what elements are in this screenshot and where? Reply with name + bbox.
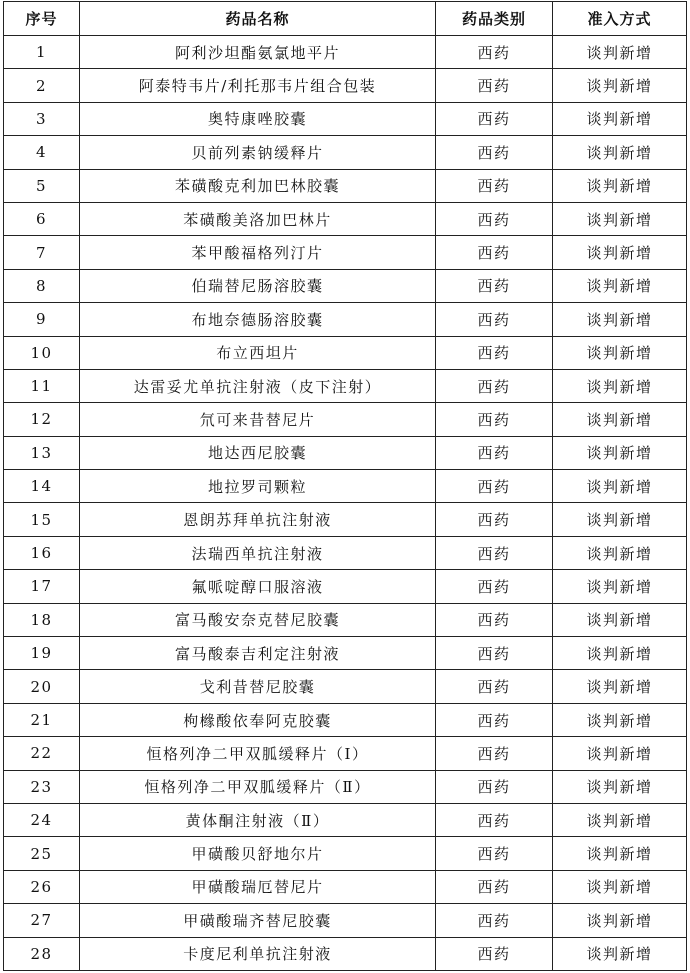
- table-row: [4, 336, 687, 369]
- row-index: 28: [4, 937, 80, 970]
- admission-mode-cell: 谈判新增: [553, 202, 687, 235]
- table-header: [4, 2, 687, 36]
- drug-name-cell: 卡度尼利单抗注射液: [80, 937, 436, 970]
- row-index: 5: [4, 169, 80, 202]
- admission-mode-cell: 谈判新增: [553, 36, 687, 69]
- drug-category-cell: 西药: [436, 737, 553, 770]
- drug-name-cell: 恩朗苏拜单抗注射液: [80, 503, 436, 536]
- drug-name-cell: 苯磺酸克利加巴林胶囊: [80, 169, 436, 202]
- drug-name-cell: 地达西尼胶囊: [80, 436, 436, 469]
- row-index: 4: [4, 136, 80, 169]
- table-row: [4, 570, 687, 603]
- admission-mode-cell: 谈判新增: [553, 737, 687, 770]
- row-index: 12: [4, 403, 80, 436]
- table-row: [4, 169, 687, 202]
- row-index: 9: [4, 303, 80, 336]
- row-index: 10: [4, 336, 80, 369]
- admission-mode-cell: 谈判新增: [553, 503, 687, 536]
- table-row: [4, 737, 687, 770]
- admission-mode-cell: 谈判新增: [553, 102, 687, 135]
- header-drug-name: 药品名称: [80, 2, 436, 36]
- row-index: 20: [4, 670, 80, 703]
- row-index: 3: [4, 102, 80, 135]
- drug-category-cell: 西药: [436, 436, 553, 469]
- table-row: [4, 904, 687, 937]
- admission-mode-cell: 谈判新增: [553, 837, 687, 870]
- drug-category-cell: 西药: [436, 837, 553, 870]
- row-index: 11: [4, 369, 80, 402]
- table-row: [4, 536, 687, 569]
- row-index: 27: [4, 904, 80, 937]
- row-index: 16: [4, 536, 80, 569]
- admission-mode-cell: 谈判新增: [553, 136, 687, 169]
- table-row: [4, 436, 687, 469]
- drug-table: [3, 1, 687, 971]
- row-index: 22: [4, 737, 80, 770]
- drug-name-cell: 甲磺酸贝舒地尔片: [80, 837, 436, 870]
- admission-mode-cell: 谈判新增: [553, 937, 687, 970]
- drug-name-cell: 氘可来昔替尼片: [80, 403, 436, 436]
- table-row: [4, 803, 687, 836]
- admission-mode-cell: 谈判新增: [553, 603, 687, 636]
- row-index: 7: [4, 236, 80, 269]
- drug-category-cell: 西药: [436, 570, 553, 603]
- drug-category-cell: 西药: [436, 136, 553, 169]
- drug-category-cell: 西药: [436, 637, 553, 670]
- table-row: [4, 470, 687, 503]
- drug-category-cell: 西药: [436, 36, 553, 69]
- drug-category-cell: 西药: [436, 303, 553, 336]
- drug-category-cell: 西药: [436, 904, 553, 937]
- admission-mode-cell: 谈判新增: [553, 870, 687, 903]
- table-row: [4, 770, 687, 803]
- drug-category-cell: 西药: [436, 369, 553, 402]
- row-index: 14: [4, 470, 80, 503]
- drug-name-cell: 甲磺酸瑞齐替尼胶囊: [80, 904, 436, 937]
- drug-category-cell: 西药: [436, 69, 553, 102]
- table-row: [4, 136, 687, 169]
- header-index: 序号: [4, 2, 80, 36]
- drug-name-cell: 富马酸安奈克替尼胶囊: [80, 603, 436, 636]
- table-row: [4, 703, 687, 736]
- drug-category-cell: 西药: [436, 937, 553, 970]
- drug-category-cell: 西药: [436, 102, 553, 135]
- admission-mode-cell: 谈判新增: [553, 236, 687, 269]
- drug-category-cell: 西药: [436, 236, 553, 269]
- drug-category-cell: 西药: [436, 470, 553, 503]
- row-index: 26: [4, 870, 80, 903]
- row-index: 8: [4, 269, 80, 302]
- row-index: 18: [4, 603, 80, 636]
- admission-mode-cell: 谈判新增: [553, 303, 687, 336]
- drug-name-cell: 黄体酮注射液（Ⅱ）: [80, 803, 436, 836]
- row-index: 24: [4, 803, 80, 836]
- admission-mode-cell: 谈判新增: [553, 536, 687, 569]
- drug-name-cell: 阿泰特韦片/利托那韦片组合包装: [80, 69, 436, 102]
- drug-name-cell: 氟哌啶醇口服溶液: [80, 570, 436, 603]
- admission-mode-cell: 谈判新增: [553, 570, 687, 603]
- row-index: 17: [4, 570, 80, 603]
- drug-name-cell: 恒格列净二甲双胍缓释片（Ⅰ）: [80, 737, 436, 770]
- drug-category-cell: 西药: [436, 336, 553, 369]
- row-index: 25: [4, 837, 80, 870]
- row-index: 1: [4, 36, 80, 69]
- admission-mode-cell: 谈判新增: [553, 369, 687, 402]
- drug-category-cell: 西药: [436, 403, 553, 436]
- row-index: 15: [4, 503, 80, 536]
- table-row: [4, 603, 687, 636]
- drug-name-cell: 阿利沙坦酯氨氯地平片: [80, 36, 436, 69]
- drug-category-cell: 西药: [436, 169, 553, 202]
- table-row: [4, 36, 687, 69]
- header-admission-mode: 准入方式: [553, 2, 687, 36]
- drug-category-cell: 西药: [436, 269, 553, 302]
- row-index: 2: [4, 69, 80, 102]
- drug-category-cell: 西药: [436, 202, 553, 235]
- admission-mode-cell: 谈判新增: [553, 403, 687, 436]
- table-row: [4, 369, 687, 402]
- drug-name-cell: 奥特康唑胶囊: [80, 102, 436, 135]
- admission-mode-cell: 谈判新增: [553, 336, 687, 369]
- drug-name-cell: 达雷妥尤单抗注射液（皮下注射）: [80, 369, 436, 402]
- table-row: [4, 637, 687, 670]
- drug-name-cell: 戈利昔替尼胶囊: [80, 670, 436, 703]
- drug-name-cell: 布地奈德肠溶胶囊: [80, 303, 436, 336]
- drug-name-cell: 地拉罗司颗粒: [80, 470, 436, 503]
- drug-name-cell: 伯瑞替尼肠溶胶囊: [80, 269, 436, 302]
- table-row: [4, 503, 687, 536]
- admission-mode-cell: 谈判新增: [553, 770, 687, 803]
- drug-name-cell: 法瑞西单抗注射液: [80, 536, 436, 569]
- drug-name-cell: 恒格列净二甲双胍缓释片（Ⅱ）: [80, 770, 436, 803]
- drug-name-cell: 布立西坦片: [80, 336, 436, 369]
- table-row: [4, 102, 687, 135]
- drug-category-cell: 西药: [436, 803, 553, 836]
- admission-mode-cell: 谈判新增: [553, 703, 687, 736]
- drug-category-cell: 西药: [436, 603, 553, 636]
- row-index: 21: [4, 703, 80, 736]
- drug-category-cell: 西药: [436, 503, 553, 536]
- drug-category-cell: 西药: [436, 770, 553, 803]
- admission-mode-cell: 谈判新增: [553, 436, 687, 469]
- row-index: 23: [4, 770, 80, 803]
- admission-mode-cell: 谈判新增: [553, 637, 687, 670]
- admission-mode-cell: 谈判新增: [553, 269, 687, 302]
- table-row: [4, 937, 687, 970]
- table-row: [4, 202, 687, 235]
- admission-mode-cell: 谈判新增: [553, 169, 687, 202]
- row-index: 6: [4, 202, 80, 235]
- admission-mode-cell: 谈判新增: [553, 470, 687, 503]
- admission-mode-cell: 谈判新增: [553, 670, 687, 703]
- table-row: [4, 670, 687, 703]
- drug-category-cell: 西药: [436, 670, 553, 703]
- drug-name-cell: 贝前列素钠缓释片: [80, 136, 436, 169]
- drug-name-cell: 甲磺酸瑞厄替尼片: [80, 870, 436, 903]
- admission-mode-cell: 谈判新增: [553, 803, 687, 836]
- drug-category-cell: 西药: [436, 870, 553, 903]
- header-drug-category: 药品类别: [436, 2, 553, 36]
- drug-category-cell: 西药: [436, 703, 553, 736]
- table-row: [4, 303, 687, 336]
- drug-name-cell: 苯甲酸福格列汀片: [80, 236, 436, 269]
- table-body: [4, 36, 687, 971]
- drug-name-cell: 苯磺酸美洛加巴林片: [80, 202, 436, 235]
- row-index: 13: [4, 436, 80, 469]
- table-row: [4, 269, 687, 302]
- table-row: [4, 403, 687, 436]
- table-row: [4, 870, 687, 903]
- admission-mode-cell: 谈判新增: [553, 69, 687, 102]
- table-row: [4, 69, 687, 102]
- table-row: [4, 236, 687, 269]
- row-index: 19: [4, 637, 80, 670]
- admission-mode-cell: 谈判新增: [553, 904, 687, 937]
- header-row: [4, 2, 687, 36]
- table-row: [4, 837, 687, 870]
- drug-name-cell: 枸橼酸依奉阿克胶囊: [80, 703, 436, 736]
- drug-name-cell: 富马酸泰吉利定注射液: [80, 637, 436, 670]
- drug-category-cell: 西药: [436, 536, 553, 569]
